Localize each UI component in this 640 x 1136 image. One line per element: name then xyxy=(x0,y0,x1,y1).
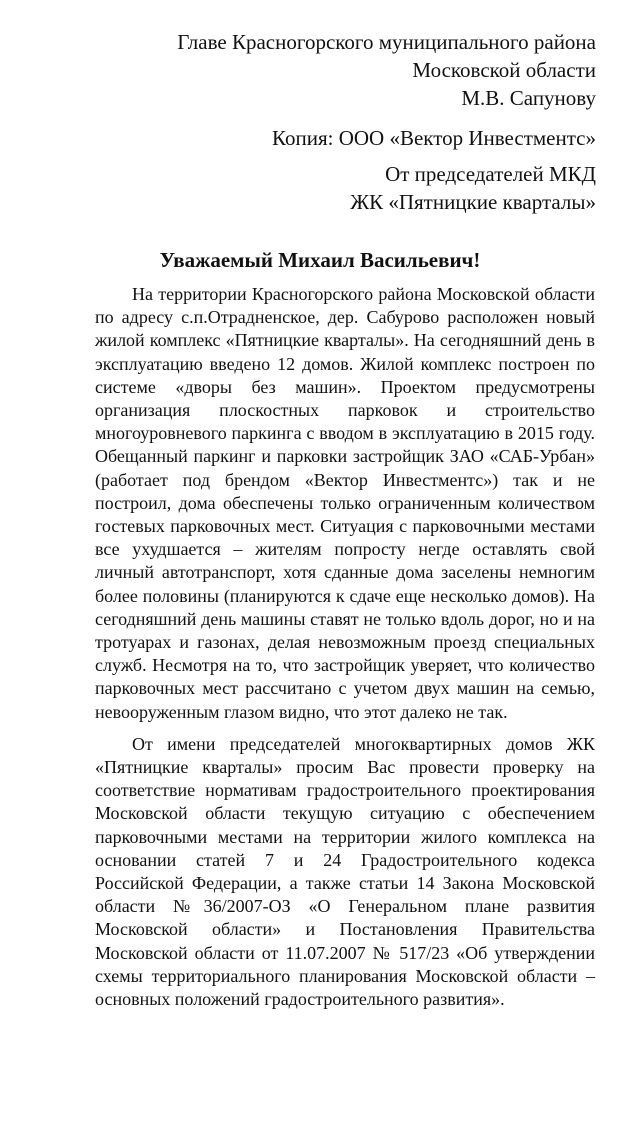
recipient-line: Главе Красногорского муниципального района xyxy=(177,30,596,54)
body-paragraph-2: От имени председателей многоквартирных домов ЖК «Пятницкие кварталы» просим Вас провести проверку на соответствие нормативам градостроительного проектирования Московской области текущую ситуацию с обеспечением парковочными местами на территории жилого комплекса на основании статей 7 и 24 Градостроительного кодекса Российской Федерации, а также статьи 14 Закона Московской области №36/2007-ОЗ «О Генеральном плане развития Московской области» и Постановления Правительства Московской области от 11.07.2007 № 517/23 «Об утверждении схемы территориального планирования Московской области – основных положений градостроительного развития». xyxy=(95,733,595,1010)
sender-line: От председателей МКД xyxy=(385,162,596,186)
recipient-name-line: М.В. Сапунову xyxy=(461,86,596,110)
greeting-heading: Уважаемый Михаил Васильевич! xyxy=(159,248,481,272)
addressee-block xyxy=(76,28,596,216)
recipient-region-line: Московской области xyxy=(412,58,596,82)
body-paragraph-1: На территории Красногорского района Московской области по адресу с.п.Отрадненское, дер. Сабурово расположен новый жилой комплекс «Пятницкие кварталы». На сегодняшний день в эксплуатацию введено 12 домов. Жилой комплекс построен по системе «дворы без машин». Проектом предусмотрены организация плоскостных парковок и строительство многоуровневого паркинга с вводом в эксплуатацию в 2015 году. Обещанный паркинг и парковки застройщик ЗАО «САБ-Урбан» (работает под брендом «Вектор Инвестментс») так и не построил, дома обеспечены только ограниченным количеством гостевых парковочных мест. Ситуация с парковочными местами все ухудшается – жителям попросту негде оставлять свой личный автотранспорт, хотя сданные дома заселены немногим более половины (планируются к сдаче еще несколько домов). На сегодняшний день машины ставят не только вдоль дорог, но и на тротуарах и газонах, делая невозможным проезд специальных служб. Несмотря на то, что застройщик уверяет, что количество парковочных мест рассчитано с учетом двух машин на семью, невооруженным глазом видно, что этот далеко не так. xyxy=(95,284,595,722)
sender-complex-line: ЖК «Пятницкие кварталы» xyxy=(350,190,596,214)
copy-line: Копия: ООО «Вектор Инвестментс» xyxy=(272,126,596,150)
letter-body xyxy=(95,283,595,1011)
